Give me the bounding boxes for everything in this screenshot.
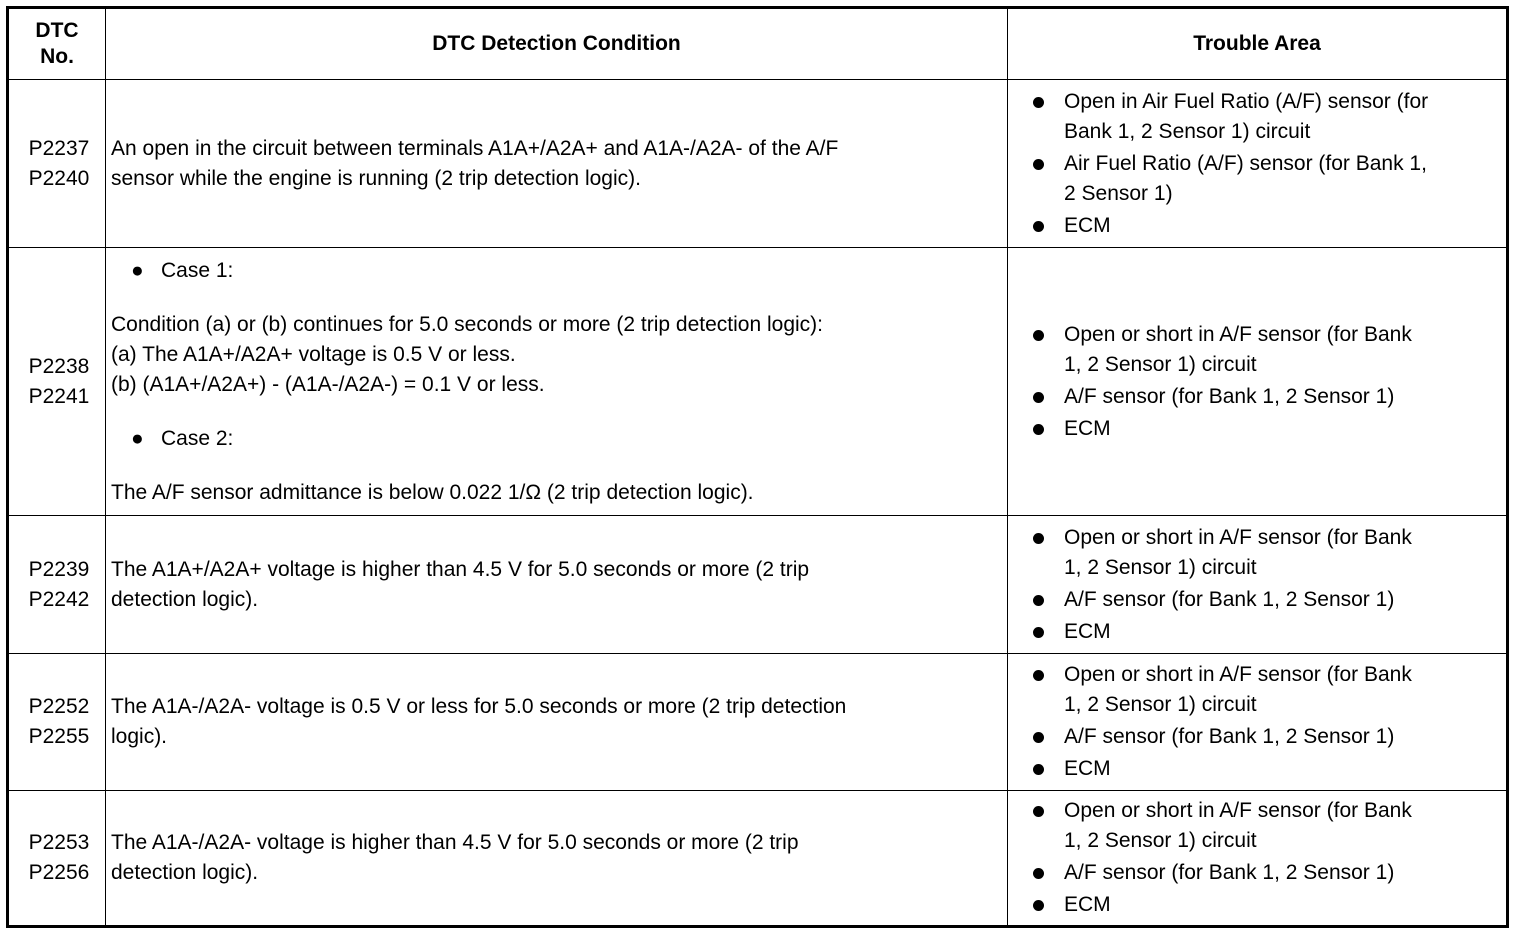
area-text: Open in Air Fuel Ratio (A/F) sensor (for	[1064, 89, 1429, 113]
case-2-item	[111, 424, 1001, 454]
area-text: ECM	[1064, 893, 1111, 916]
dtc-code-cell	[8, 516, 106, 654]
dtc-code: P2239	[28, 557, 90, 581]
list-item	[1032, 382, 1500, 412]
bullet-icon	[1033, 97, 1044, 108]
condition-text: An open in the circuit between terminals A1A+/A2A+ and A1A-/A2A- of the A/F	[111, 136, 839, 160]
bullet-icon	[1033, 221, 1044, 232]
list-item	[1032, 722, 1500, 752]
trouble-area-list	[1032, 87, 1500, 241]
area-text: 1, 2 Sensor 1) circuit	[1064, 829, 1257, 852]
bullet-icon	[1033, 330, 1044, 341]
area-text: Bank 1, 2 Sensor 1) circuit	[1064, 119, 1311, 143]
trouble-area-cell	[1008, 516, 1508, 654]
bullet-icon	[1033, 392, 1044, 403]
area-text: ECM	[1064, 416, 1111, 440]
list-item	[1032, 211, 1500, 241]
bullet-icon	[1033, 670, 1044, 681]
bullet-icon: ●	[131, 258, 144, 282]
list-item	[1032, 660, 1500, 720]
dtc-code: P2237	[28, 136, 90, 160]
table-row	[8, 80, 1508, 248]
area-text: Air Fuel Ratio (A/F) sensor (for Bank 1,	[1064, 151, 1427, 175]
list-item	[1032, 87, 1500, 147]
case-2-label: Case 2:	[161, 426, 234, 450]
bullet-icon	[1033, 732, 1044, 743]
list-item	[1032, 149, 1500, 209]
area-text: 1, 2 Sensor 1) circuit	[1064, 693, 1257, 716]
dtc-code: P2242	[28, 587, 90, 611]
condition-text: The A1A-/A2A- voltage is higher than 4.5 V for 5.0 seconds or more (2 trip	[111, 831, 799, 854]
list-item	[1032, 754, 1500, 784]
trouble-area-list	[1032, 796, 1500, 920]
area-text: ECM	[1064, 757, 1111, 780]
area-text: ECM	[1064, 619, 1111, 643]
condition-text: The A/F sensor admittance is below 0.022 1/Ω (2 trip detection logic).	[111, 480, 754, 504]
header-dtc-line2: No.	[40, 45, 74, 68]
case-1-item	[111, 256, 1001, 286]
area-text: Open or short in A/F sensor (for Bank	[1064, 525, 1412, 549]
bullet-icon	[1033, 159, 1044, 170]
condition-text: Condition (a) or (b) continues for 5.0 seconds or more (2 trip detection logic):	[111, 312, 824, 336]
bullet-icon	[1033, 764, 1044, 775]
case-1-label: Case 1:	[161, 258, 234, 282]
list-item	[1032, 414, 1500, 444]
dtc-code: P2253	[28, 831, 90, 854]
bullet-icon	[1033, 627, 1044, 638]
dtc-code-cell	[8, 80, 106, 248]
area-text: 2 Sensor 1)	[1064, 181, 1173, 205]
dtc-code-cell	[8, 248, 106, 516]
condition-cell	[106, 791, 1008, 927]
bullet-icon	[1033, 868, 1044, 879]
dtc-code-cell	[8, 654, 106, 791]
list-item	[1032, 617, 1500, 647]
condition-text: (a) The A1A+/A2A+ voltage is 0.5 V or less.	[111, 342, 516, 366]
condition-cell	[106, 80, 1008, 248]
dtc-code-cell	[8, 791, 106, 927]
area-text: A/F sensor (for Bank 1, 2 Sensor 1)	[1064, 861, 1395, 884]
area-text: ECM	[1064, 213, 1111, 237]
bullet-icon	[1033, 900, 1044, 911]
list-item	[1032, 796, 1500, 856]
area-text: 1, 2 Sensor 1) circuit	[1064, 555, 1257, 579]
condition-cell	[106, 248, 1008, 516]
list-item	[1032, 585, 1500, 615]
table-row	[8, 654, 1508, 791]
header-dtc-no	[8, 8, 106, 80]
bullet-icon	[1033, 806, 1044, 817]
bullet-icon: ●	[131, 426, 144, 450]
table-row	[8, 791, 1508, 927]
dtc-code: P2255	[28, 725, 90, 748]
dtc-code: P2256	[28, 861, 90, 884]
trouble-area-list	[1032, 660, 1500, 784]
condition-cell	[106, 516, 1008, 654]
dtc-code: P2238	[28, 354, 90, 378]
list-item	[1032, 858, 1500, 888]
trouble-area-cell	[1008, 248, 1508, 516]
condition-text: sensor while the engine is running (2 trip detection logic).	[111, 166, 641, 190]
condition-text: The A1A-/A2A- voltage is 0.5 V or less for 5.0 seconds or more (2 trip detection	[111, 695, 847, 718]
table-row	[8, 516, 1508, 654]
area-text: A/F sensor (for Bank 1, 2 Sensor 1)	[1064, 725, 1395, 748]
area-text: A/F sensor (for Bank 1, 2 Sensor 1)	[1064, 587, 1395, 611]
dtc-table	[6, 6, 1509, 928]
bullet-icon	[1033, 424, 1044, 435]
bullet-icon	[1033, 533, 1044, 544]
area-text: 1, 2 Sensor 1) circuit	[1064, 352, 1257, 376]
list-item	[1032, 523, 1500, 583]
condition-text: The A1A+/A2A+ voltage is higher than 4.5 V for 5.0 seconds or more (2 trip	[111, 557, 810, 581]
condition-cell	[106, 654, 1008, 791]
table-header-row	[8, 8, 1508, 80]
condition-text: logic).	[111, 725, 168, 748]
condition-text: detection logic).	[111, 861, 259, 884]
table-row	[8, 248, 1508, 516]
list-item	[1032, 320, 1500, 380]
trouble-area-cell	[1008, 791, 1508, 927]
trouble-area-list	[1032, 320, 1500, 444]
area-text: Open or short in A/F sensor (for Bank	[1064, 799, 1412, 822]
trouble-area-list	[1032, 523, 1500, 647]
area-text: Open or short in A/F sensor (for Bank	[1064, 322, 1412, 346]
dtc-code: P2252	[28, 695, 90, 718]
list-item	[1032, 890, 1500, 920]
dtc-code: P2241	[28, 384, 90, 408]
trouble-area-cell	[1008, 80, 1508, 248]
condition-text: (b) (A1A+/A2A+) - (A1A-/A2A-) = 0.1 V or less.	[111, 372, 545, 396]
trouble-area-cell	[1008, 654, 1508, 791]
dtc-code: P2240	[28, 166, 90, 190]
condition-text: detection logic).	[111, 587, 259, 611]
header-dtc-line1: DTC	[35, 19, 79, 42]
header-detection-condition: DTC Detection Condition	[106, 8, 1008, 80]
area-text: A/F sensor (for Bank 1, 2 Sensor 1)	[1064, 384, 1395, 408]
area-text: Open or short in A/F sensor (for Bank	[1064, 663, 1412, 686]
header-trouble-area: Trouble Area	[1008, 8, 1508, 80]
bullet-icon	[1033, 595, 1044, 606]
